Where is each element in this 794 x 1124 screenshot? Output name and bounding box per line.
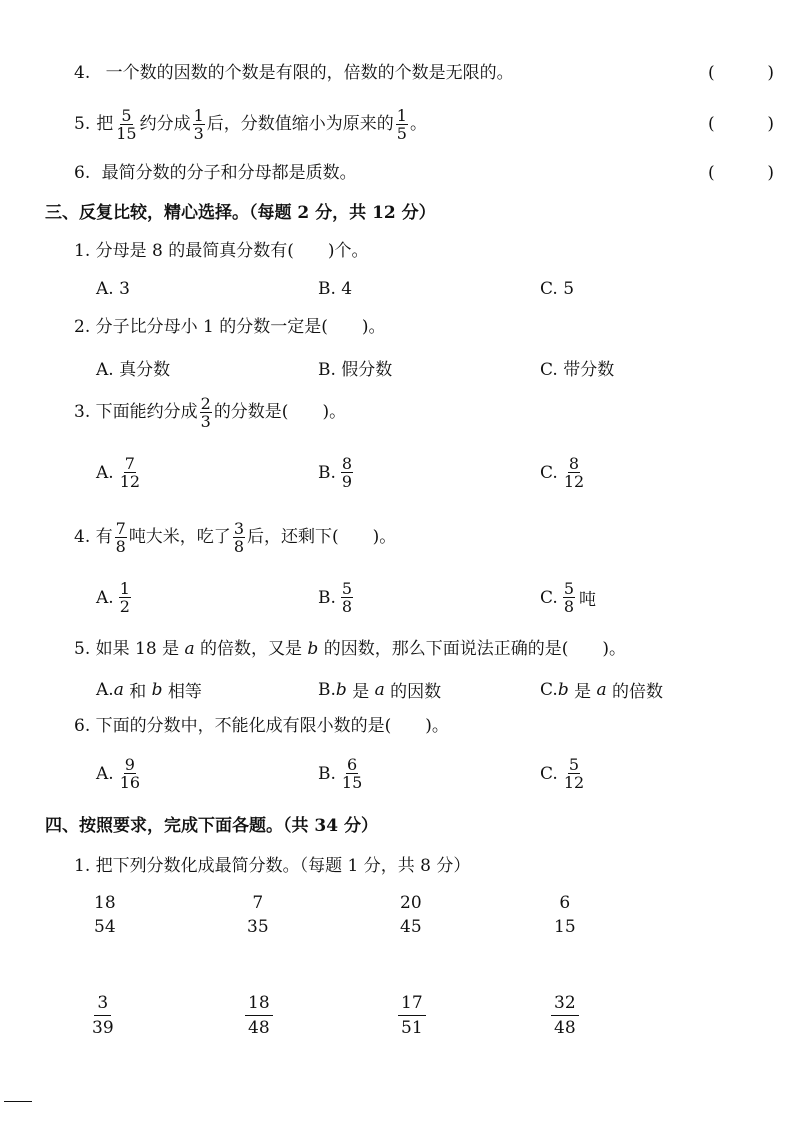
option-b[interactable]: B. $\frac{5}{8}$ <box>318 579 353 616</box>
option-c[interactable]: C. 5 <box>540 279 575 299</box>
option-b[interactable]: B. $\frac{6}{15}$ <box>318 755 363 792</box>
option-a[interactable]: A. 3 <box>96 279 130 299</box>
option-c[interactable]: C. 带分数 <box>540 360 615 380</box>
page-edge-mark <box>4 1101 32 1102</box>
fraction-item: $\frac{18}{48}$ <box>245 991 273 1040</box>
fraction-item: $\frac{17}{51}$ <box>398 991 426 1040</box>
answer-parens-4[interactable]: ( ) <box>708 63 774 83</box>
fraction: $\frac{1}{5}$ <box>396 105 407 143</box>
fraction-item: 18 54 <box>94 893 116 937</box>
option-b[interactable]: B. $\frac{8}{9}$ <box>318 454 353 491</box>
section-heading-3: 三、反复比较，精心选择。（每题 2 分，共 12 分） <box>45 203 436 223</box>
fraction: $\frac{7}{8}$ <box>115 518 126 556</box>
fraction: $\frac{1}{2}$ <box>119 579 130 616</box>
choice-question-4: 4. 有 $\frac{7}{8}$ 吨大米，吃了 $\frac{3}{8}$ 后，还剩下( )。 <box>74 518 397 556</box>
option-c[interactable]: C. b 是 a 的倍数 <box>540 679 664 702</box>
option-b[interactable]: B. 假分数 <box>318 360 393 380</box>
fraction: $\frac{8}{12}$ <box>563 454 585 491</box>
task-1-instruction: 1. 把下列分数化成最简分数。（每题 1 分，共 8 分） <box>74 856 471 876</box>
fraction-item: 7 35 <box>247 893 269 937</box>
choice-question-1: 1. 分母是 8 的最简真分数有( )个。 <box>74 241 369 261</box>
choice-question-2: 2. 分子比分母小 1 的分数一定是( )。 <box>74 317 386 337</box>
fraction-item: 20 45 <box>400 893 422 937</box>
fraction: $\frac{6}{15}$ <box>341 755 363 792</box>
choice-question-3: 3. 下面能约分成 $\frac{2}{3}$ 的分数是( )。 <box>74 393 347 431</box>
fraction: $\frac{5}{8}$ <box>341 579 353 616</box>
fraction-item: $\frac{3}{39}$ <box>92 993 114 1038</box>
judge-item-6 <box>74 163 357 183</box>
item-text: 最简分数的分子和分母都是质数。 <box>101 163 357 183</box>
answer-parens-6[interactable]: ( ) <box>708 163 774 183</box>
fraction: $\frac{5}{8}$ <box>563 579 574 616</box>
answer-parens-5[interactable]: ( ) <box>708 114 774 134</box>
choice-question-6: 6. 下面的分数中，不能化成有限小数的是( )。 <box>74 716 449 736</box>
option-b[interactable]: B. 4 <box>318 279 353 299</box>
fraction: $\frac{1}{3}$ <box>193 105 204 143</box>
fraction: $\frac{8}{9}$ <box>341 454 353 491</box>
option-b[interactable]: B. b 是 a 的因数 <box>318 679 442 702</box>
option-c[interactable]: C. $\frac{5}{12}$ <box>540 755 585 792</box>
option-a[interactable]: A. $\frac{1}{2}$ <box>96 579 130 616</box>
item-number: 5. <box>74 114 91 134</box>
judge-item-5: 5. 把 $\frac{5}{15}$ 约分成 $\frac{1}{3}$ 后，分数值缩小为原来的 $\frac{1}{5}$ 。 <box>74 105 427 143</box>
choice-question-5: 5. 如果 18 是 a 的倍数，又是 b 的因数，那么下面说法正确的是( )。 <box>74 639 626 659</box>
fraction: $\frac{7}{12}$ <box>119 454 141 491</box>
fraction-item: $\frac{32}{48}$ <box>551 991 579 1040</box>
option-a[interactable]: A. $\frac{7}{12}$ <box>96 454 141 491</box>
option-a[interactable]: A. 真分数 <box>96 360 171 380</box>
fraction: $\frac{9}{16}$ <box>119 755 141 792</box>
option-a[interactable]: A. $\frac{9}{16}$ <box>96 755 141 792</box>
fraction: $\frac{2}{3}$ <box>200 393 211 431</box>
unit: 吨 <box>579 590 596 610</box>
item-number: 4. <box>74 63 91 83</box>
option-c[interactable]: C. $\frac{5}{8}$ 吨 <box>540 579 596 616</box>
fraction: $\frac{5}{15}$ <box>116 105 137 143</box>
judge-item-4 <box>74 63 514 83</box>
item-number: 6. <box>74 163 91 183</box>
fraction: $\frac{5}{12}$ <box>563 755 585 792</box>
section-heading-4: 四、按照要求，完成下面各题。（共 34 分） <box>45 816 378 836</box>
fraction: $\frac{3}{8}$ <box>233 518 244 556</box>
option-a[interactable]: A. a 和 b 相等 <box>96 679 202 702</box>
item-text: 一个数的因数的个数是有限的，倍数的个数是无限的。 <box>105 63 514 83</box>
fraction-item: 6 15 <box>554 893 576 937</box>
option-c[interactable]: C. $\frac{8}{12}$ <box>540 454 585 491</box>
